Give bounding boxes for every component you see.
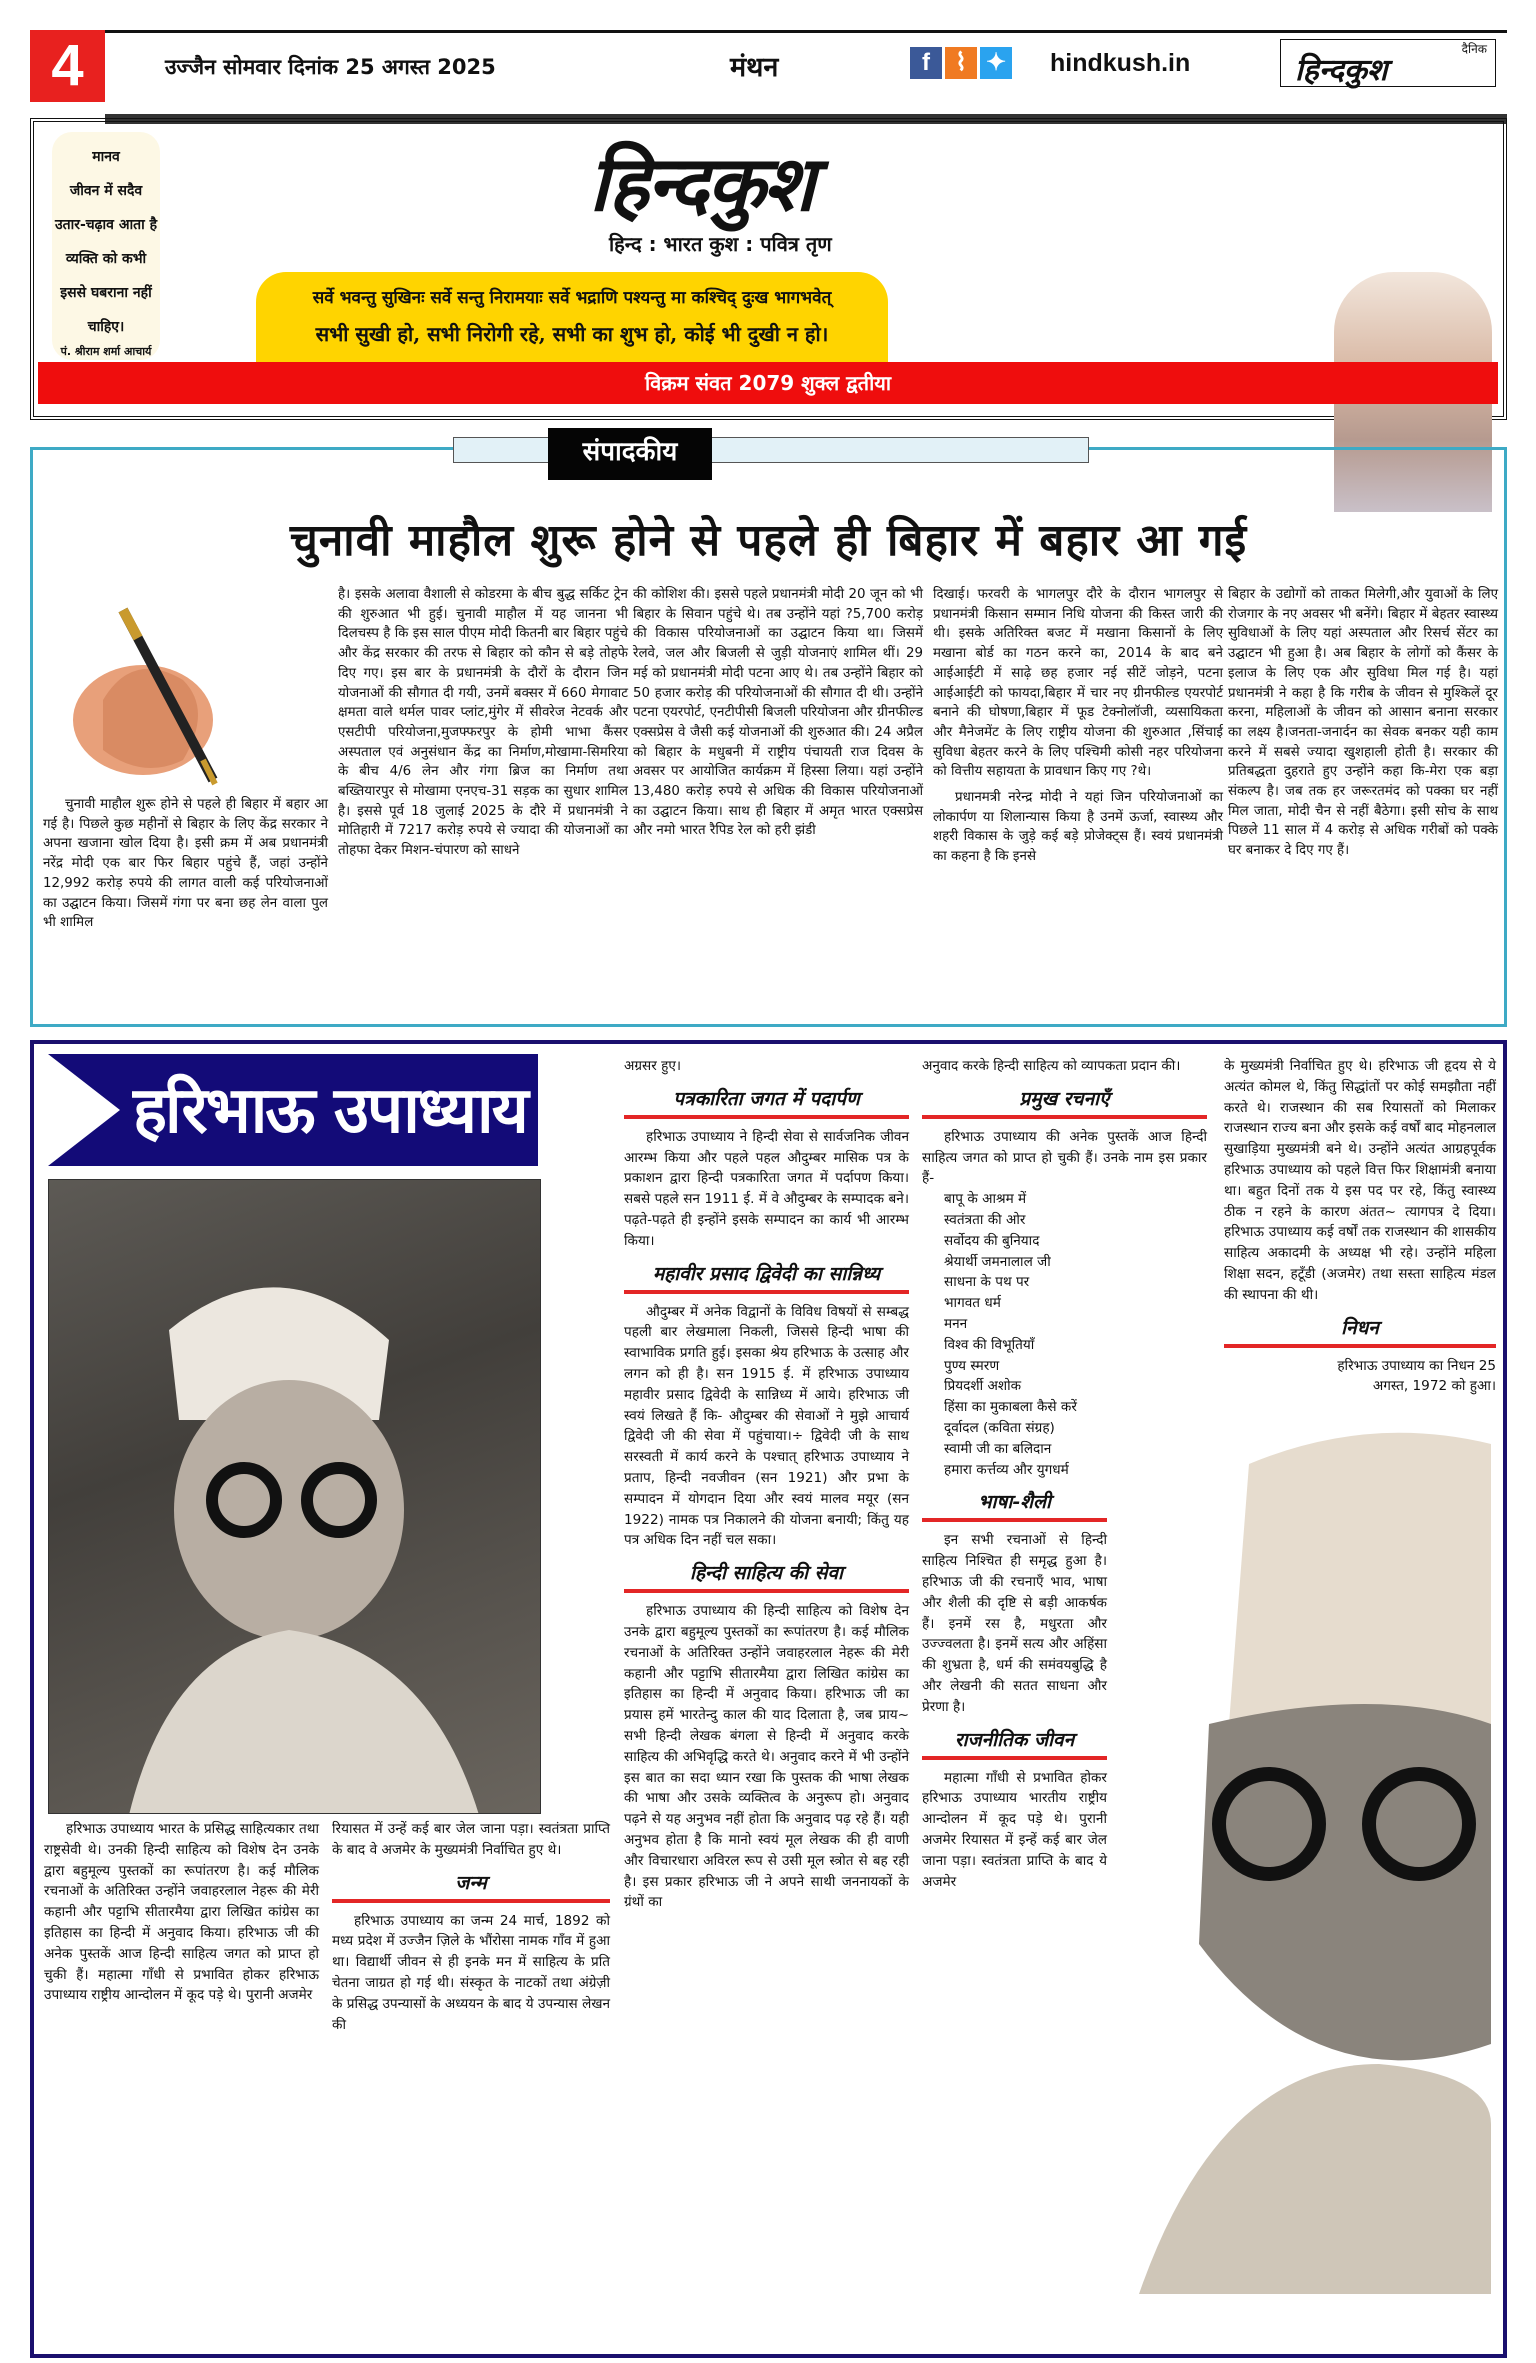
style-heading: भाषा-शैली: [922, 1488, 1107, 1522]
arrow-icon: [48, 1054, 120, 1166]
work-item: पुण्य स्मरण: [944, 1357, 1000, 1374]
quote-line: मानव: [92, 149, 120, 165]
col-c-text: के मुख्यमंत्री निर्वाचित हुए थे। हरिभाऊ जी हृदय से ये अत्यंत कोमल थे, किंतु सिद्धांतों पर कोई समझौता नहीं करते थे। राजस्थान की सब रियासतों को मिलाकर राजस्थान राज्य बना और इसके कई वर्षों बाद मोहनलाल सुखाड़िया मुख्यमंत्री बने थे। उन्होंने अत्यंत आग्रहपूर्वक हरिभाऊ उपाध्याय को पहले वित्त फिर शिक्षामंत्री बनाया था। बहुत दिनों तक ये इस पद पर रहे, किंतु स्वास्थ्य ठीक न रहने के कारण अंतत~ त्यागपत्र दे दिया। हरिभाऊ उपाध्याय कई वर्षों तक राजस्थान की शासकीय साहित्य अकादमी के अध्यक्ष भी रहे। उन्होंने महिला शिक्षा सदन, हटूँडी (अजमेर) तथा सस्ता साहित्य मंडल की स्थापना की थी।: [1224, 1058, 1496, 1303]
mini-logo: [1280, 39, 1496, 87]
work-item: प्रियदर्शी अशोक: [944, 1378, 1022, 1395]
website-link[interactable]: hindkush.in: [1050, 49, 1191, 77]
editorial-column-4: [933, 585, 1223, 867]
politics-heading: राजनीतिक जीवन: [922, 1726, 1107, 1760]
work-item: स्वामी जी का बलिदान: [944, 1440, 1052, 1457]
feature-title: हरिभाऊ उपाध्याय: [133, 1074, 527, 1148]
birth-text: हरिभाऊ उपाध्याय का जन्म 24 मार्च, 1892 को मध्य प्रदेश में उज्जैन ज़िले के भौंरोसा नामक गाँव में हुआ था। विद्यार्थी जीवन से ही इनके मन में साहित्य के प्रति चेतना जाग्रत हो गई थी। संस्कृत के नाटकों तथा अंग्रेज़ी के प्रसिद्ध उपन्यासों के अध्ययन के बाद ये उपन्यास लेखन की: [332, 1912, 610, 2033]
editorial-headline: चुनावी माहौल शुरू होने से पहले ही बिहार में बहार आ गई: [289, 515, 1248, 566]
journalism-text: हरिभाऊ उपाध्याय ने हिन्दी सेवा से सार्वजनिक जीवन आरम्भ किया और पहले पहल औदुम्बर मासिक पत्र के प्रकाशन द्वारा हिन्दी पत्रकारिता जगत में पर्दापण किया। सबसे पहले सन 1911 ई. में वे औदुम्बर के सम्पादक बने। पढ़ते-पढ़ते ही इन्होंने इसके सम्पादन का कार्य भी आरम्भ किया।: [624, 1128, 909, 1249]
intro-column-1: हरिभाऊ उपाध्याय भारत के प्रसिद्ध साहित्यकार तथा राष्ट्रसेवी थे। उनकी हिन्दी साहित्य को विशेष देन उनके द्वारा बहुमूल्य पुस्तकों का रूपांतरण है। कई मौलिक रचनाओं के अतिरिक्त उन्होंने जवाहरलाल नेहरू की मेरी कहानी और पट्टाभि सीतारमैया द्वारा लिखित कांग्रेस का इतिहास का हिन्दी में अनुवाद किया। हरिभाऊ जी की अनेक पुस्तकें आज हिन्दी साहित्य जगत को प्राप्त हो चुकी हैं। महात्मा गाँधी से प्रभावित होकर हरिभाऊ उपाध्याय राष्ट्रीय आन्दोलन में कूद पड़े थे। पुरानी अजमेर: [44, 1821, 319, 2004]
editorial-section: [30, 437, 1507, 1027]
facebook-icon[interactable]: f: [910, 47, 942, 79]
newspaper-logo: हिन्दकुश: [589, 139, 813, 228]
editorial-column-5: बिहार के उद्योगों को ताकत मिलेगी,और युवाओं के लिए रोजगार के नए अवसर भी बनेंगे। बिहार में बेहतर स्वास्थ्य सुविधाओं के लिए यहां अस्पताल और रिसर्च सेंटर का उद्घाटन भी हुआ है। अब बिहार के लोगों को कैंसर के इलाज के लिए एक और सुविधा मिल गई है। यहां प्रधानमंत्री ने कहा है कि गरीब के जीवन से मुश्किलें दूर करना, महिलाओं के जीवन को आसान बनाना सरकार का लक्ष्य है।जनता-जनार्दन का सेवक बनकर यही काम करने में सबसे ज्यादा खुशहाली होती है। सरकार की प्रतिबद्धता दुहराते हुए उन्होंने कहा कि-मेरा एक बड़ा संकल्प है। जब तक हर जरूरतमंद को पक्का घर नहीं मिल जाता, मोदी चैन से नहीं बैठेगा। इसी सोच के साथ पिछले 11 साल में 4 करोड़ से अधिक गरीबों को पक्के घर बनाकर दे दिए गए हैं।: [1228, 587, 1498, 859]
portrait-photo: [48, 1179, 541, 1814]
feature-column-c: [1224, 1056, 1496, 1397]
work-item: दूर्वादल (कविता संग्रह): [944, 1419, 1055, 1436]
quote-line: जीवन में सदैव: [69, 183, 143, 199]
page-number: 4: [30, 30, 105, 102]
death-heading: निधन: [1224, 1314, 1496, 1348]
literature-text: हरिभाऊ उपाध्याय की हिन्दी साहित्य को विशेष देन उनके द्वारा बहुमूल्य पुस्तकों का रूपांतरण है। कई मौलिक रचनाओं के अतिरिक्त उन्होंने जवाहरलाल नेहरू की मेरी कहानी और पट्टाभि सीतारमैया द्वारा लिखित कांग्रेस का इतिहास का हिन्दी में अनुवाद किया। हरिभाऊ जी का प्रयास हमें भारतेन्दु काल की याद दिलाता है, जब प्राय~ सभी हिन्दी लेखक बंगला से हिन्दी में अनुवाद करके साहित्य की अभिवृद्धि करते थे। अनुवाद करने में भी उन्होंने इस बात का सदा ध्यान रखा कि पुस्तक की भाषा लेखक की भाषा और उसके व्यक्तित्व के अनुरूप हो। अनुवाद पढ़ने से यह अनुभव नहीं होता कि अनुवाद पढ़ रहे हैं। यही अनुभव होता है कि मानो स्वयं मूल लेखक की ही वाणी और विचारधारा अविरल रूप से उसी मूल स्त्रोत से बह रही है। इस प्रकार हरिभाऊ जी ने अपने साथी जननायकों के ग्रंथों का: [624, 1603, 909, 1911]
editorial-column-2: है। इसके अलावा वैशाली से कोडरमा के बीच बुद्ध सर्किट ट्रेन की शुरुआत भी हुई। चुनावी माहौल में यह जानना भी दिलचस्प है कि इस साल पीएम मोदी कितनी बार बिहार पहुंचे और केंद्र सरकार की तरफ से बिहार को कौन से बड़े तोहफे दिए गए। इस बार के प्रधानमंत्री के दौरों के दौरान जिन योजनाओं की सौगात दी गयी, उनमें बक्सर में 660 मेगावाट क्षमता वाले थर्मल पावर प्लांट,मुंगेर में सीवरेज नेटवर्क और एसटीपी परियोजना,मुजफ्फरपुर के होमी भाभा कैंसर अस्पताल एवं अनुसंधान केंद्र का निर्माण,मोखामा-सिमरिया के बीच 4/6 लेन और गंगा ब्रिज का निर्माण तथा बख्तियारपुर से मोखामा एनएच-31 सड़क का सुधार शामिल है। इससे पूर्व 18 जुलाई 2025 के दौरे में प्रधानमंत्री ने मोतिहारी में 7217 करोड़ रुपये से ज्यादा की योजनाओं का तोहफा देकर मिशन-चंपारण को साधने: [338, 587, 628, 859]
mantra-box: [256, 272, 888, 362]
quote-line: व्यक्ति को कभी: [65, 251, 147, 267]
literature-heading: हिन्दी साहित्य की सेवा: [624, 1559, 909, 1593]
work-item: सर्वोदय की बुनियाद: [944, 1232, 1040, 1249]
work-item: स्वतंत्रता की ओर: [944, 1211, 1026, 1228]
work-item: श्रेयार्थी जमनालाल जी: [944, 1253, 1051, 1270]
rss-icon[interactable]: ⌇: [945, 47, 977, 79]
masthead: [30, 118, 1507, 420]
editorial-column-3: की कोशिश की। इससे पहले प्रधानमंत्री मोदी 20 जून को भी बिहार के सिवान पहुंचे थे। तब उन्होंने यहां ?5,700 करोड़ की विकास परियोजनाओं का उद्घाटन किया था। जिसमें रेलवे, जल और बिजली से जुड़ी योजनाएं शामिल थीं। 29 मई को प्रधानमंत्री मोदी पटना आए थे। तब उन्होंने बिहार को 50 हजार करोड़ की परियोजनाओं की सौगात दी थी। उन्होंने पटना एयरपोर्ट, एनटीपीसी बिजली परियोजना और ग्रीनफील्ड एक्सप्रेस वे जैसी कई योजनाओं की शुरुआत की। 24 अप्रैल को बिहार के मधुबनी में राष्ट्रीय पंचायती राज दिवस के अवसर पर आयोजित कार्यक्रम में हिस्सा लिया। यहां उन्होंने 13,480 करोड़ रुपये से अधिक की विकास परियोजनाओं का उद्घाटन किया। साथ ही बिहार में अमृत भारत एक्सप्रेस और नमो भारत रैपिड रेल को हरी झंडी: [633, 587, 923, 839]
editorial-column-1: चुनावी माहौल शुरू होने से पहले ही बिहार में बहार आ गई है। पिछले कुछ महीनों से बिहार के लिए केंद्र सरकार ने अपना खजाना खोल दिया है। इसी क्रम में अब प्रधानमंत्री नरेंद्र मोदी एक बार फिर बिहार पहुंचे हैं, जहां उन्होंने 12,992 करोड़ रुपये की लागत वाली कई परियोजनाओं का उद्घाटन किया। जिसमें गंगा पर बना छह लेन वाला पुल भी शामिल: [43, 797, 328, 931]
section-name: मंथन: [730, 52, 779, 83]
dwivedi-heading: महावीर प्रसाद द्विवेदी का सान्निध्य: [624, 1260, 909, 1294]
quote-line: इससे घबराना नहीं: [60, 285, 152, 301]
work-item: मनन: [944, 1315, 968, 1332]
editorial-col4-para1: दिखाई। फरवरी के भागलपुर दौरे के दौरान भागलपुर से प्रधानमंत्री किसान सम्मान निधि योजना की किस्त जारी की थी। इसके अतिरिक्त बजट में मखाना किसानों के लिए मखाना बोर्ड का गठन करने का, 2014 के बाद बने आईआईटी में साढ़े छह हजार नई सीटें जोड़ने, पटना आईआईटी को फायदा,बिहार में चार नए ग्रीनफील्ड एयरपोर्ट बनाने की घोषणा,बिहार में फूड टेक्नोलॉजी, व्यसायिकता और मैनेजमेंट के लिए राष्ट्रीय योजना की शुरुआत ,सिंचाई सुविधा बेहतर करने के लिए पश्चिमी कोसी नहर परियोजना को वित्तीय सहायता के प्रावधान किए गए ?थे।: [933, 587, 1223, 780]
dwivedi-text: औदुम्बर में अनेक विद्वानों के विविध विषयों से सम्बद्ध पहली बार लेखमाला निकली, जिससे हिन्दी भाषा की स्वाभाविक प्रगति हुई। इसका श्रेय हरिभाऊ के उत्साह और लगन को ही है। सन 1915 ई. में हरिभाऊ उपाध्याय महावीर प्रसाद द्विवेदी के सान्निध्य में आये। हरिभाऊ जी स्वयं लिखते हैं कि- औदुम्बर की सेवाओं ने मुझे आचार्य द्विवेदी जी की सेवा में पहुंचाया।÷ द्विवेदी जी के साथ सरस्वती में कार्य करने के पश्चात् हरिभाऊ उपाध्याय ने प्रताप, हिन्दी नवजीवन (सन 1921) और प्रभा के सम्पादन में योगदान दिया और स्वयं मालव मयूर (सन 1922) नामक पत्र निकालने की योजना बनायी; किंतु यह पत्र अधिक दिन नहीं चल सका।: [624, 1303, 909, 1549]
death-text: हरिभाऊ उपाध्याय का निधन 25 अगस्त, 1972 को हुआ।: [1337, 1357, 1496, 1395]
social-links: [910, 47, 1012, 79]
samvat-band: विक्रम संवत 2079 शुक्ल द्वतीया: [38, 362, 1498, 404]
feature-banner: [48, 1054, 538, 1166]
works-intro: हरिभाऊ उपाध्याय की अनेक पुस्तकें आज हिन्दी साहित्य जगत को प्राप्त हो चुकी हैं। उनके नाम इस प्रकार हैं-: [922, 1128, 1207, 1187]
intro-column-2: [332, 1819, 610, 2035]
quote-author: पं. श्रीराम शर्मा आचार्य: [60, 345, 152, 358]
pen-illustration-icon: [63, 590, 243, 790]
quote-line: चाहिए।: [87, 319, 125, 335]
work-item: बापू के आश्रम में: [944, 1191, 1027, 1208]
logo-meaning: हिन्द : भारत कुश : पवित्र तृण: [609, 232, 832, 256]
mantra-sanskrit: सर्वे भवन्तु सुखिनः सर्वे सन्तु निरामयाः सर्वे भद्राणि पश्यन्तु मा कश्चिद् दुःख भागभवेत्: [312, 288, 832, 308]
page-header: [30, 30, 1507, 98]
work-item: विश्व की विभूतियाँ: [944, 1336, 1035, 1353]
intro-col2-text: रियासत में उन्हें कई बार जेल जाना पड़ा। स्वतंत्रता प्राप्ति के बाद वे अजमेर के मुख्यमंत्री निर्वाचित हुए थे।: [332, 1821, 610, 1858]
works-heading: प्रमुख रचनाएँ: [922, 1085, 1207, 1119]
work-item: हिंसा का मुकाबला कैसे करें: [944, 1399, 1077, 1416]
quote-card: [52, 132, 160, 360]
editorial-col4-para2: प्रधानमत्री नरेन्द्र मोदी ने यहां जिन परियोजनाओं का लोकार्पण या शिलान्यास किया है उनमें ऊर्जा, स्वास्थ्य और शहरी विकास के जुड़े कई बड़े प्रोजेक्ट्स हैं। स्वयं प्रधानमंत्री का कहना है कि इनसे: [933, 790, 1223, 865]
editorial-label: संपादकीय: [548, 428, 712, 480]
mini-logo-daily: दैनिक: [1461, 42, 1487, 56]
style-text: इन सभी रचनाओं से हिन्दी साहित्य निश्चित ही समृद्ध हुआ है। हरिभाऊ जी की रचनाएँ भाव, भाषा और शैली की दृष्टि से बड़ी आकर्षक हैं। इनमें रस है, मधुरता और उज्ज्वलता है। इनमें सत्य और अहिंसा की शुभ्रता है, धर्म की समंवयबुद्धि है और लेखनी की सतत साधना और प्रेरणा है।: [922, 1532, 1107, 1715]
feature-column-a: [624, 1056, 909, 1913]
politics-text: महात्मा गाँधी से प्रभावित होकर हरिभाऊ उपाध्याय भारतीय राष्ट्रीय आन्दोलन में कूद पड़े थे। पुरानी अजमेर रियासत में इन्हें कई बार जेल जाना पड़ा। स्वतंत्रता प्राप्ति के बाद ये अजमेर: [922, 1769, 1107, 1890]
feature-column-b: [922, 1056, 1207, 1892]
twitter-icon[interactable]: ✦: [980, 47, 1012, 79]
works-list: [922, 1189, 1207, 1480]
journalism-heading: पत्रकारिता जगत में पदार्पण: [624, 1085, 909, 1119]
birth-heading: जन्म: [332, 1869, 610, 1903]
mini-logo-text: हिन्दकुश: [1295, 53, 1388, 88]
work-item: हमारा कर्त्तव्य और युगधर्म: [944, 1461, 1069, 1478]
col-a-top: अग्रसर हुए।: [624, 1058, 682, 1074]
col-b-top: अनुवाद करके हिन्दी साहित्य को व्यापकता प्रदान की।: [922, 1058, 1181, 1074]
mantra-hindi: सभी सुखी हो, सभी निरोगी रहे, सभी का शुभ हो, कोई भी दुखी न हो।: [315, 322, 829, 346]
quote-line: उतार-चढ़ाव आता है: [54, 217, 158, 233]
dateline: उज्जैन सोमवार दिनांक 25 अगस्त 2025: [165, 55, 496, 79]
feature-section: [30, 1040, 1507, 2358]
work-item: साधना के पथ पर: [944, 1274, 1030, 1291]
work-item: भागवत धर्म: [944, 1295, 1001, 1312]
